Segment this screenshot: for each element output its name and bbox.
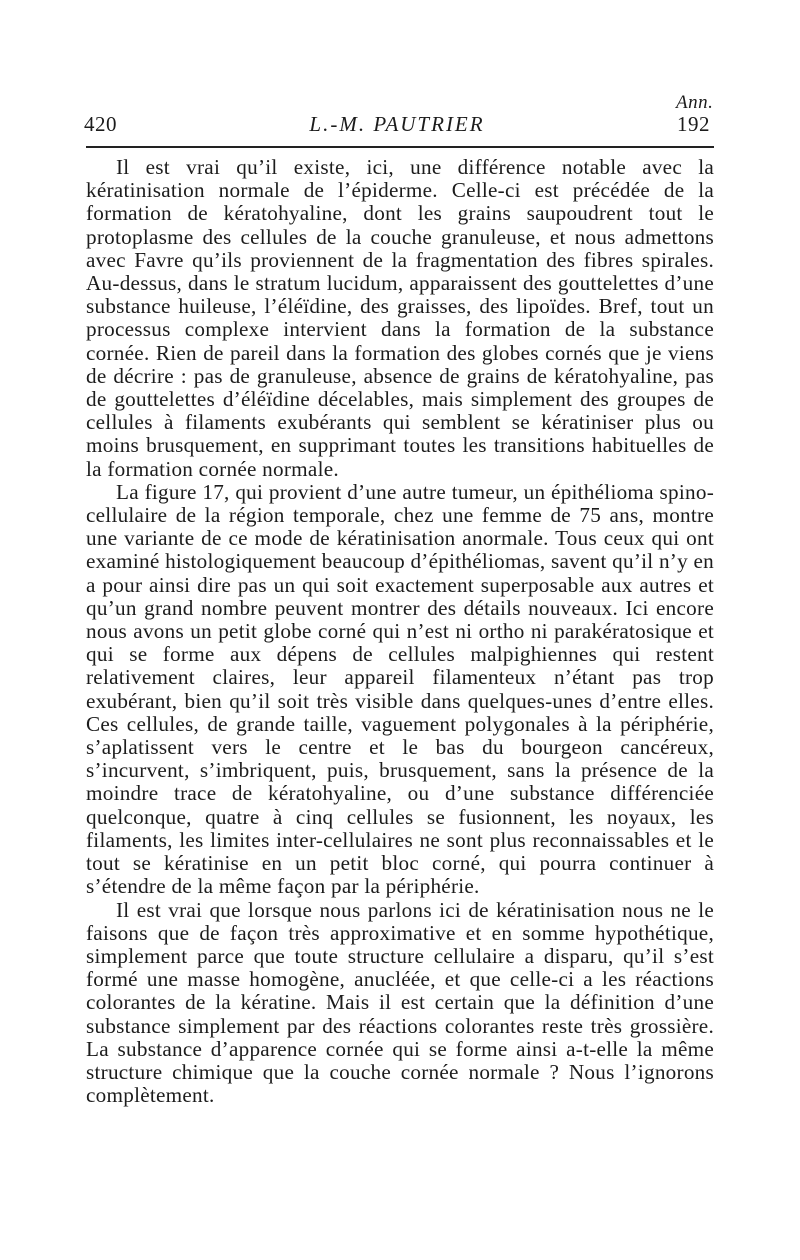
paragraph-3: Il est vrai que lorsque nous parlons ici de kératinisation nous ne le faisons que de façon très approximative et en somme hypothétique, simplement parce que toute structure cellulaire a disparu, qu’il s’est formé une masse homogène, anucléée, et que celle-ci a les réactions colorantes de la kératine. Mais il est certain que la définition d’une substance simplement par des réactions colorantes reste très grossière. La substance d’apparence cornée qui se forme ainsi a-t-elle la même structure chimique que la couche cornée normale ? Nous l’ignorons complètement. — [86, 897, 714, 1108]
body-text — [86, 156, 714, 1107]
paragraph-2: La figure 17, qui provient d’une autre tumeur, un épithélioma spino-cellulaire de la région temporale, chez une femme de 75 ans, montre une variante de ce mode de kératinisation anormale. Tous ceux qui ont examiné histologiquement beaucoup d’épithéliomas, savent qu’il n’y en a pour ainsi dire pas un qui soit exactement superposable aux autres et qu’un grand nombre peuvent montrer des détails nouveaux. Ici encore nous avons un petit globe corné qui n’est ni ortho ni parakératosique et qui se forme aux dépens de cellules malpighiennes qui restent relativement claires, leur appareil filamenteux n’étant pas trop exubérant, bien qu’il soit très visible dans quelques-unes d’entre elles. Ces cellules, de grande taille, vaguement polygonales à la périphérie, s’aplatissent vers le centre et le bas du bourgeon cancéreux, s’incurvent, s’imbriquent, puis, brusquement, sans la présence de la moindre trace de kératohyaline, ou d’une substance différenciée quelconque, quatre à cinq cellules se fusionnent, les noyaux, les filaments, les limites inter-cellulaires ne sont plus reconnaissables et le tout se kératinise en un petit bloc corné, qui pourra continuer à s’étendre de la même façon par la périphérie. — [86, 479, 714, 899]
paragraph-1: Il est vrai qu’il existe, ici, une différence notable avec la kératinisation normale de l’épiderme. Celle-ci est précédée de la formation de kératohyaline, dont les grains saupoudrent tout le protoplasme des cellules de la couche granuleuse, et nous admettons avec Favre qu’ils proviennent de la fragmentation des fibres spirales. Au-dessus, dans le stratum lucidum, apparaissent des gouttelettes d’une substance huileuse, l’éléïdine, des graisses, des lipoïdes. Bref, tout un processus complexe intervient dans la formation de la substance cornée. Rien de pareil dans la formation des globes cornés que je viens de décrire : pas de granuleuse, absence de grains de kératohyaline, pas de gouttelettes d’éléïdine décelables, mais simplement des groupes de cellules à filaments exubérants qui semblent se kératiniser plus ou moins brusquement, en supprimant toutes les transitions habituelles de la formation cornée normale. — [86, 155, 714, 481]
year-marker: 192 — [677, 112, 710, 136]
page-number: 420 — [84, 112, 117, 136]
running-note: Ann. — [676, 92, 714, 113]
page-header — [84, 112, 710, 142]
header-rule — [86, 146, 714, 148]
running-title: L.-M. PAUTRIER — [309, 112, 485, 136]
